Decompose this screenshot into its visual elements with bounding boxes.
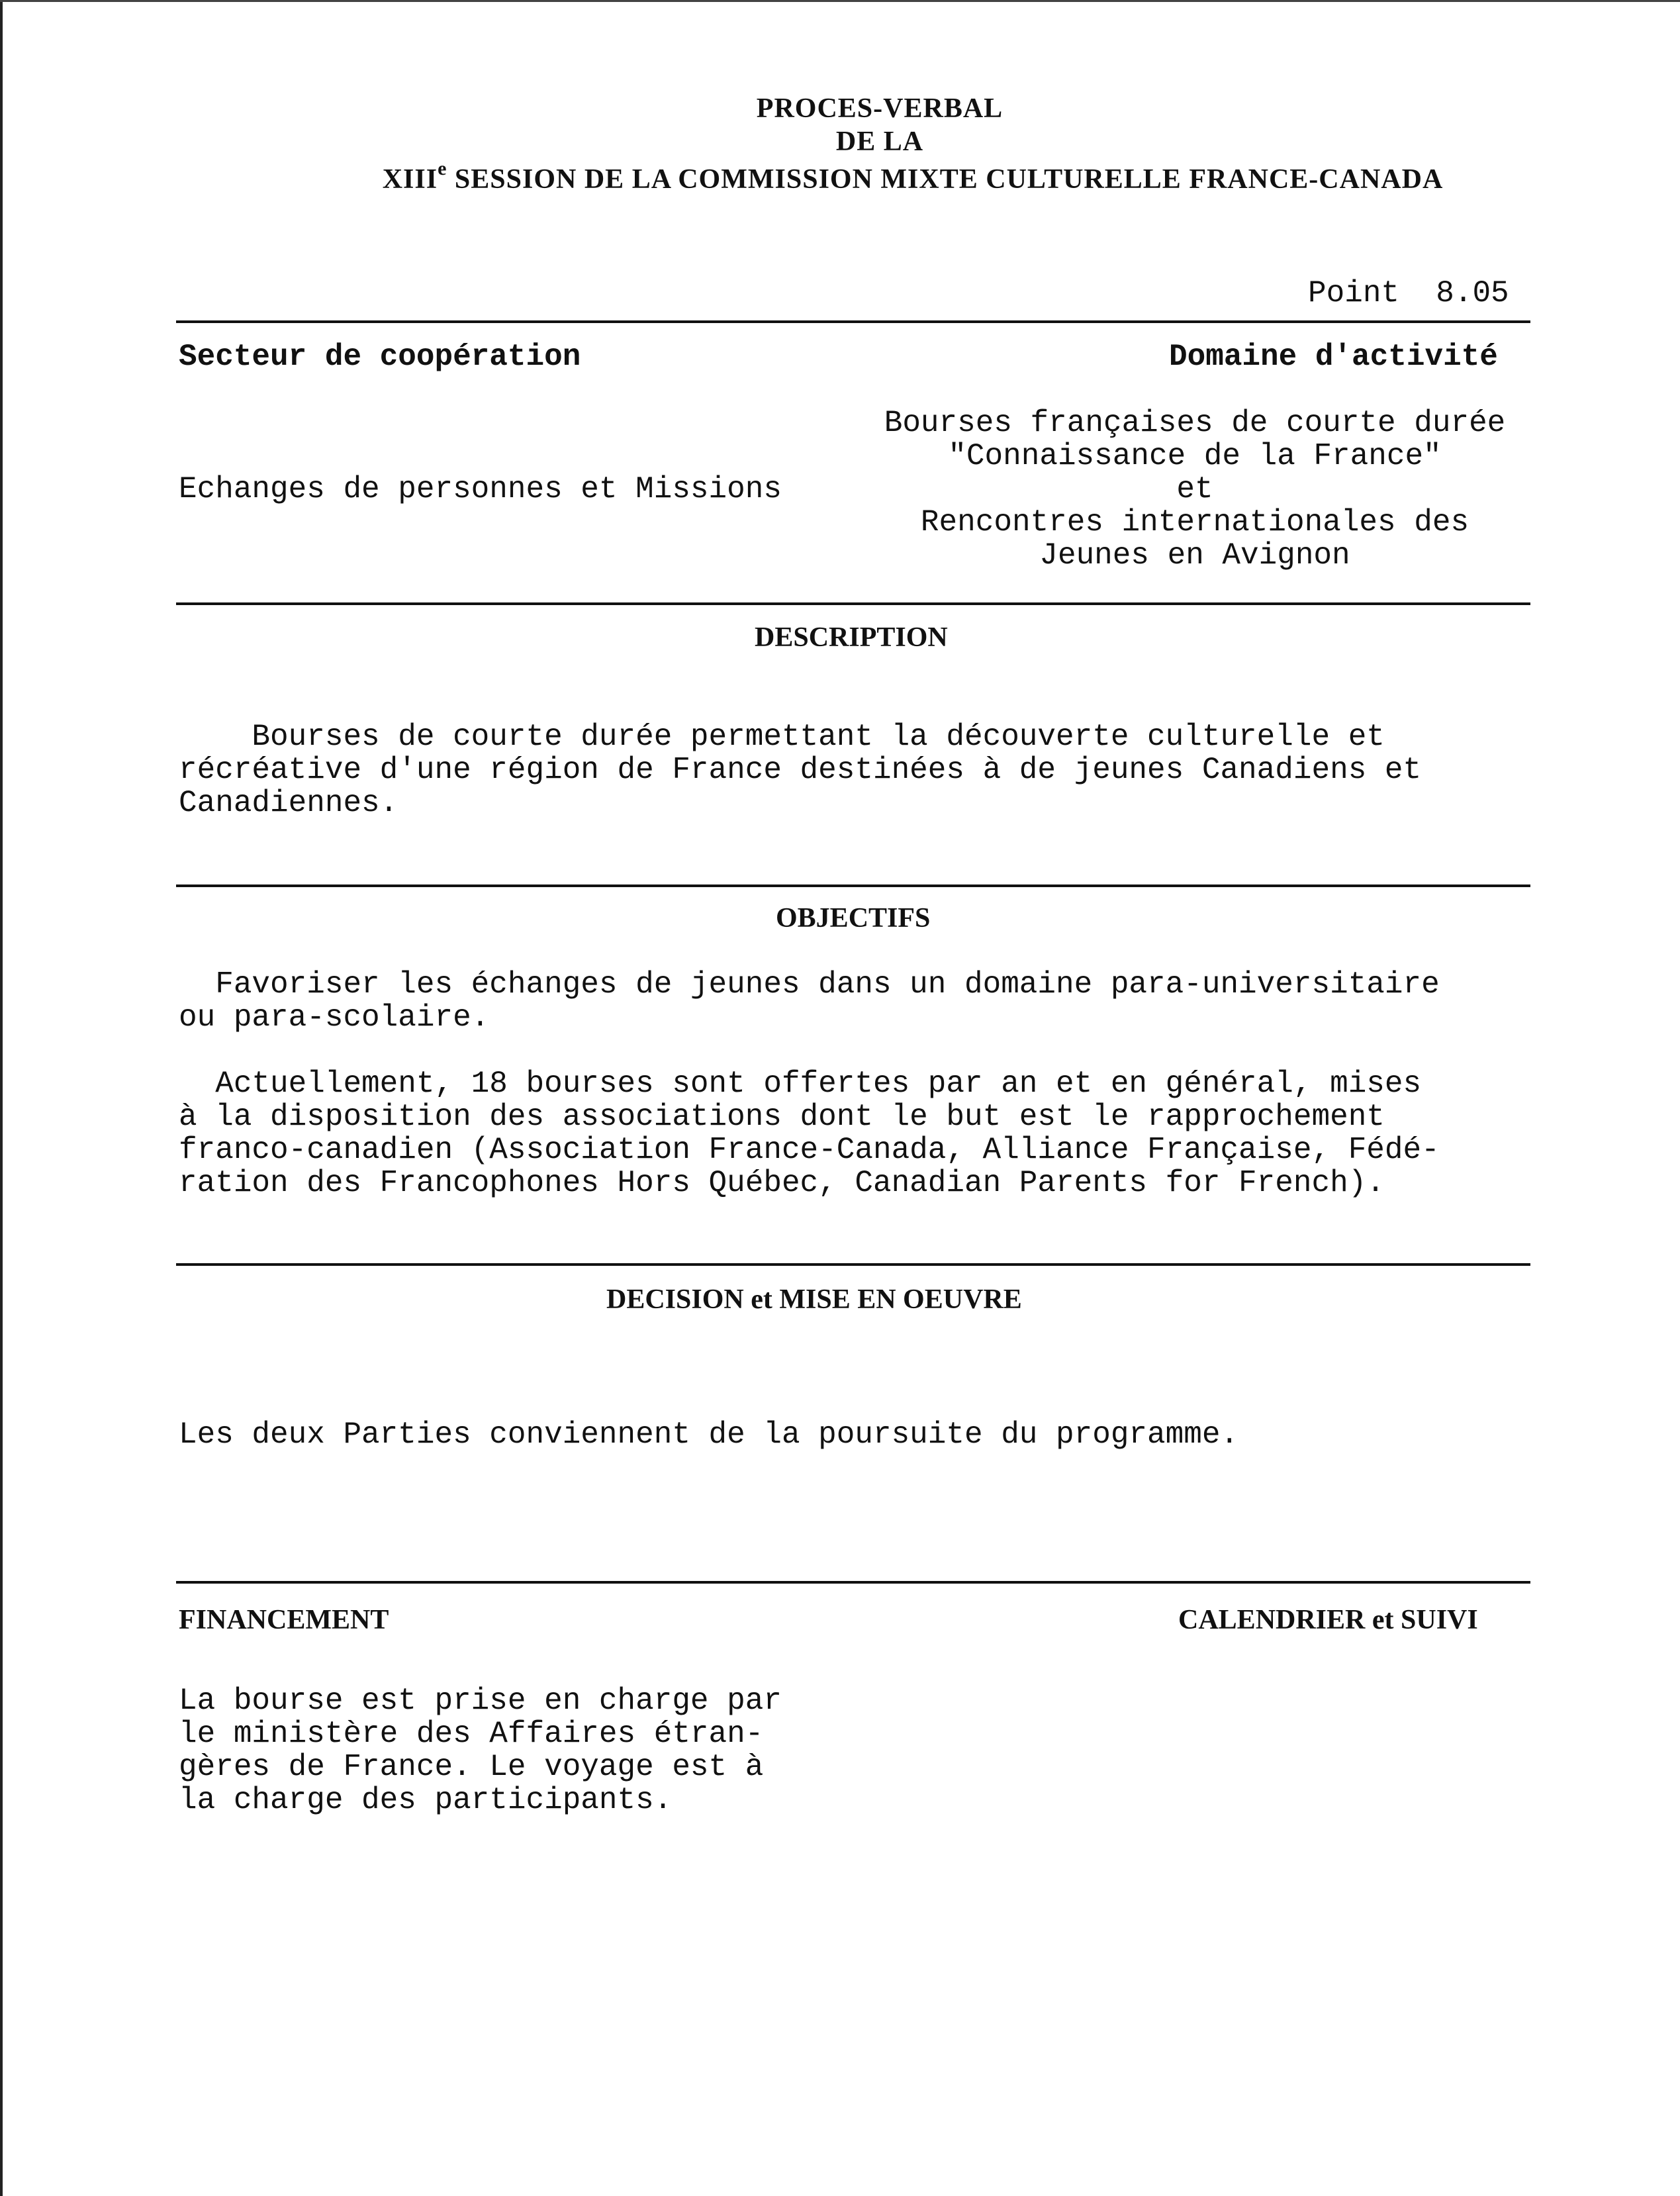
page-edge (0, 0, 3, 2196)
objectifs-heading: OBJECTIFS (776, 903, 931, 933)
divider (176, 1581, 1530, 1584)
domaine-line: Rencontres internationales des (920, 505, 1470, 540)
decision-text: Les deux Parties conviennent de la poursuite du programme. (179, 1417, 1239, 1452)
financement-line: La bourse est prise en charge par (179, 1684, 782, 1718)
objectifs-line: ou para-scolaire. (179, 1000, 490, 1035)
calendrier-heading: CALENDRIER et SUIVI (1178, 1605, 1478, 1635)
session-title: SESSION DE LA COMMISSION MIXTE CULTURELLE FRANCE-CANADA (447, 164, 1444, 195)
domaine-line: et (1176, 472, 1213, 506)
document-title-line-1: PROCES-VERBAL (756, 93, 1003, 124)
domaine-line: "Connaissance de la France" (948, 439, 1442, 473)
domaine-line: Jeunes en Avignon (1039, 538, 1350, 573)
decision-heading: DECISION et MISE EN OEUVRE (606, 1284, 1022, 1315)
document-title-line-3 (73, 158, 1680, 195)
secteur-label: Secteur de coopération (179, 340, 581, 374)
objectifs-line: franco-canadien (Association France-Canada, Alliance Française, Fédé- (179, 1133, 1440, 1167)
description-line: récréative d'une région de France destinées à de jeunes Canadiens et (179, 753, 1422, 787)
point-number: Point 8.05 (1308, 276, 1509, 310)
objectifs-line: à la disposition des associations dont le but est le rapprochement (179, 1100, 1385, 1134)
page-edge-top (0, 0, 1680, 2)
session-superscript: e (438, 158, 447, 179)
financement-line: le ministère des Affaires étran- (179, 1717, 764, 1751)
financement-heading: FINANCEMENT (179, 1605, 389, 1635)
financement-line: gères de France. Le voyage est à (179, 1750, 764, 1784)
description-heading: DESCRIPTION (755, 622, 948, 653)
description-line: Bourses de courte durée permettant la découverte culturelle et (179, 720, 1385, 754)
domaine-line: Bourses françaises de courte durée (884, 406, 1506, 440)
document-title-line-2: DE LA (835, 126, 924, 157)
divider (176, 320, 1530, 323)
divider (176, 1263, 1530, 1266)
domaine-label: Domaine d'activité (1169, 340, 1498, 374)
secteur-value: Echanges de personnes et Missions (179, 472, 782, 506)
objectifs-line: ration des Francophones Hors Québec, Canadian Parents for French). (179, 1166, 1385, 1200)
description-line: Canadiennes. (179, 786, 398, 820)
objectifs-line: Actuellement, 18 bourses sont offertes par an et en général, mises (179, 1067, 1422, 1101)
session-number: XIII (382, 164, 438, 195)
divider (176, 884, 1530, 887)
objectifs-line: Favoriser les échanges de jeunes dans un domaine para-universitaire (179, 967, 1440, 1002)
financement-line: la charge des participants. (179, 1783, 673, 1817)
divider (176, 602, 1530, 605)
